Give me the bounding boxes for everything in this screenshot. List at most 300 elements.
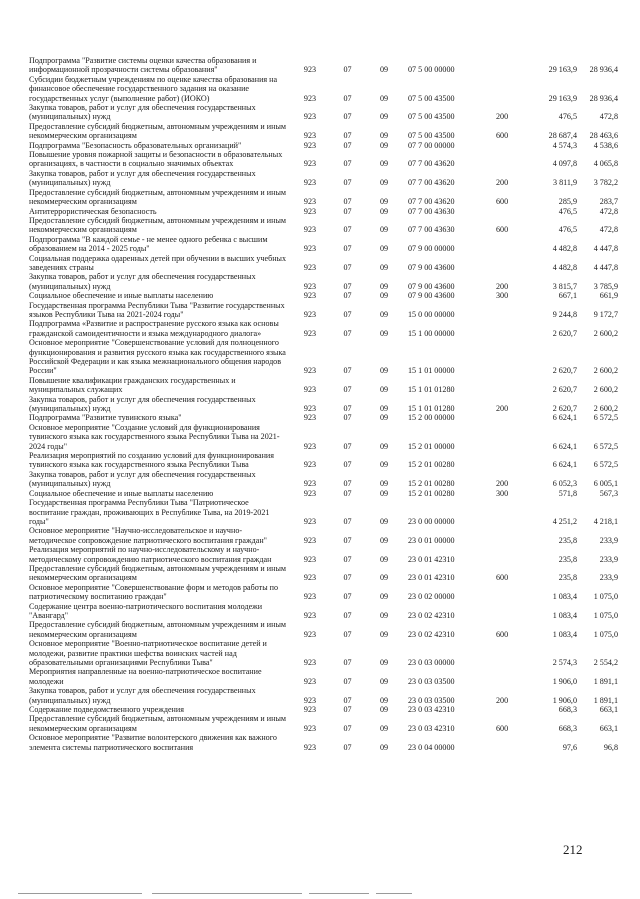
row-admin-code: 923	[303, 516, 317, 526]
row-admin-code: 923	[303, 460, 317, 470]
row-target-code: 07 7 00 43620	[408, 197, 455, 207]
table-row	[29, 103, 618, 122]
row-expense-type: 200	[496, 178, 509, 188]
table-row	[29, 639, 618, 667]
row-admin-code: 923	[303, 629, 317, 639]
row-subsection-code: 09	[379, 460, 389, 470]
row-expense-type	[496, 207, 531, 216]
row-expense-type	[496, 254, 531, 273]
row-amount-1: 29 163,9	[548, 93, 577, 103]
row-subsection-code: 09	[379, 404, 389, 414]
row-target-code: 15 1 01 01280	[408, 385, 455, 395]
row-amount-1: 667,1	[558, 291, 577, 301]
row-amount-2: 2 600,2	[593, 366, 618, 376]
row-target-code: 07 9 00 43600	[408, 281, 455, 291]
row-amount-2: 9 172,7	[593, 309, 618, 319]
row-admin-code: 923	[303, 112, 317, 122]
table-row	[29, 141, 618, 150]
row-target-code: 15 2 00 00000	[408, 413, 455, 423]
row-target-code: 23 0 01 42310	[408, 573, 455, 583]
row-admin-code: 923	[303, 554, 317, 564]
row-amount-2: 6 572,5	[593, 413, 618, 423]
row-name: Антитеррористическая безопасность	[29, 206, 157, 216]
row-amount-2: 4 538,6	[593, 140, 618, 150]
row-subsection-code: 09	[379, 140, 389, 150]
row-expense-type	[496, 376, 531, 395]
row-expense-type	[496, 141, 531, 150]
row-target-code: 15 2 01 00280	[408, 460, 455, 470]
row-admin-code: 923	[303, 705, 317, 715]
row-section-code: 07	[343, 488, 352, 498]
row-name: Государственная программа Республики Тыва "Патриотическое воспитание граждан, проживающих в Республике Тыва, на 2019-2021 годы"	[29, 498, 270, 526]
row-section-code: 07	[343, 592, 352, 602]
row-amount-1: 4 482,8	[552, 262, 577, 272]
row-admin-code: 923	[303, 206, 317, 216]
row-subsection-code: 09	[379, 554, 389, 564]
row-name: Реализация мероприятий по научно-исследовательскому и научно-методическому сопровождению патриотического воспитания граждан	[29, 545, 272, 564]
row-subsection-code: 09	[379, 366, 389, 376]
row-amount-1: 3 815,7	[552, 281, 577, 291]
row-amount-1: 235,8	[558, 554, 577, 564]
table-row	[29, 75, 618, 103]
row-admin-code: 923	[303, 742, 317, 752]
row-admin-code: 923	[303, 140, 317, 150]
row-subsection-code: 09	[379, 629, 389, 639]
row-amount-1: 6 624,1	[552, 460, 577, 470]
row-admin-code: 923	[303, 178, 317, 188]
row-admin-code: 923	[303, 225, 317, 235]
row-section-code: 07	[343, 629, 352, 639]
row-section-code: 07	[343, 742, 352, 752]
row-amount-1: 476,5	[558, 225, 577, 235]
row-admin-code: 923	[303, 413, 317, 423]
row-amount-2: 567,3	[599, 488, 618, 498]
footer-rule	[309, 893, 369, 894]
table-row	[29, 395, 618, 414]
row-subsection-code: 09	[379, 723, 389, 733]
row-subsection-code: 09	[379, 262, 389, 272]
table-row	[29, 272, 618, 291]
table-row	[29, 686, 618, 705]
row-admin-code: 923	[303, 479, 317, 489]
row-name: Социальное обеспечение и иные выплаты населению	[29, 488, 214, 498]
row-name: Содержание подведомственного учреждения	[29, 705, 184, 715]
row-name: Закупка товаров, работ и услуг для обеспечения государственных (муниципальных) нужд	[29, 394, 256, 414]
budget-table	[29, 56, 618, 752]
row-name: Основное мероприятие "Военно-патриотическое воспитание детей и молодежи, развитие практики шефства воинских частей над образовательными организациями Республики Тыва"	[29, 639, 267, 667]
row-section-code: 07	[343, 366, 352, 376]
row-admin-code: 923	[303, 441, 317, 451]
table-row	[29, 291, 618, 300]
row-target-code: 15 2 01 00280	[408, 479, 455, 489]
row-name: Реализация мероприятий по созданию условий для функционирования тувинского языка как государственного языка Республики Тыва	[29, 451, 274, 470]
row-target-code: 15 2 01 00000	[408, 441, 455, 451]
row-amount-1: 2 620,7	[552, 404, 577, 414]
row-amount-2: 4 447,8	[593, 244, 618, 254]
row-target-code: 07 9 00 43600	[408, 291, 455, 301]
row-admin-code: 923	[303, 676, 317, 686]
row-expense-type: 600	[496, 197, 509, 207]
row-expense-type: 600	[496, 225, 509, 235]
row-subsection-code: 09	[379, 413, 389, 423]
row-amount-1: 235,8	[558, 535, 577, 545]
row-target-code: 23 0 04 00000	[408, 742, 455, 752]
row-subsection-code: 09	[379, 676, 389, 686]
row-amount-1: 1 906,0	[552, 676, 577, 686]
table-row	[29, 733, 618, 752]
row-target-code: 23 0 01 42310	[408, 554, 455, 564]
row-amount-1: 29 163,9	[548, 65, 577, 75]
row-section-code: 07	[343, 225, 352, 235]
row-subsection-code: 09	[379, 592, 389, 602]
row-expense-type: 200	[496, 695, 509, 705]
row-section-code: 07	[343, 554, 352, 564]
row-target-code: 23 0 01 00000	[408, 535, 455, 545]
row-amount-2: 2 600,2	[593, 385, 618, 395]
row-target-code: 07 5 00 43500	[408, 112, 455, 122]
row-name: Закупка товаров, работ и услуг для обеспечения государственных (муниципальных) нужд	[29, 168, 256, 188]
row-amount-1: 9 244,8	[552, 309, 577, 319]
table-row	[29, 56, 618, 75]
row-section-code: 07	[343, 178, 352, 188]
row-admin-code: 923	[303, 197, 317, 207]
row-section-code: 07	[343, 328, 352, 338]
row-name: Мероприятия направленные на военно-патриотическое воспитание молодежи	[29, 667, 262, 686]
row-section-code: 07	[343, 723, 352, 733]
row-subsection-code: 09	[379, 159, 389, 169]
row-amount-2: 96,8	[603, 742, 618, 752]
row-section-code: 07	[343, 65, 352, 75]
row-name: Основное мероприятие "Совершенствование форм и методов работы по патриотическому воспитанию граждан"	[29, 582, 279, 602]
row-expense-type	[496, 667, 531, 686]
row-amount-2: 233,9	[599, 573, 618, 583]
row-expense-type: 200	[496, 404, 509, 414]
row-amount-1: 6 624,1	[552, 441, 577, 451]
row-target-code: 23 0 03 00000	[408, 658, 455, 667]
row-amount-2: 663,1	[599, 705, 618, 715]
row-amount-2: 28 936,4	[589, 65, 618, 75]
row-subsection-code: 09	[379, 535, 389, 545]
row-name: Закупка товаров, работ и услуг для обеспечения государственных (муниципальных) нужд	[29, 469, 256, 489]
row-amount-1: 1 083,4	[552, 629, 577, 639]
table-row	[29, 423, 618, 451]
row-amount-1: 668,3	[558, 705, 577, 715]
row-admin-code: 923	[303, 695, 317, 705]
table-row	[29, 470, 618, 489]
row-expense-type: 300	[496, 291, 509, 301]
footer-rule	[152, 893, 302, 894]
budget-table-body	[29, 56, 618, 752]
row-expense-type	[496, 498, 531, 526]
row-amount-2: 4 447,8	[593, 262, 618, 272]
row-section-code: 07	[343, 573, 352, 583]
row-target-code: 07 7 00 43630	[408, 225, 455, 235]
row-expense-type: 200	[496, 281, 509, 291]
row-amount-2: 472,8	[599, 112, 618, 122]
row-expense-type: 600	[496, 629, 509, 639]
row-admin-code: 923	[303, 328, 317, 338]
row-amount-1: 285,9	[558, 197, 577, 207]
row-expense-type	[496, 235, 531, 254]
row-amount-1: 476,5	[558, 206, 577, 216]
row-amount-2: 4 065,8	[593, 159, 618, 169]
row-expense-type	[496, 413, 531, 422]
row-expense-type: 300	[496, 488, 509, 498]
row-amount-2: 472,8	[599, 206, 618, 216]
row-amount-1: 4 482,8	[552, 244, 577, 254]
table-row	[29, 545, 618, 564]
row-subsection-code: 09	[379, 479, 389, 489]
row-target-code: 07 5 00 43500	[408, 131, 455, 141]
row-expense-type	[496, 451, 531, 470]
row-admin-code: 923	[303, 281, 317, 291]
row-target-code: 07 5 00 00000	[408, 65, 455, 75]
row-admin-code: 923	[303, 244, 317, 254]
row-expense-type	[496, 150, 531, 169]
row-section-code: 07	[343, 281, 352, 291]
row-name: Социальное обеспечение и иные выплаты населению	[29, 291, 214, 301]
row-expense-type	[496, 733, 531, 752]
row-amount-1: 1 083,4	[552, 592, 577, 602]
row-expense-type	[496, 545, 531, 564]
row-target-code: 15 1 01 00000	[408, 366, 455, 376]
row-subsection-code: 09	[379, 658, 389, 667]
row-amount-1: 571,8	[558, 488, 577, 498]
row-amount-2: 661,9	[599, 291, 618, 301]
row-section-code: 07	[343, 309, 352, 319]
row-amount-1: 97,6	[562, 742, 577, 752]
row-section-code: 07	[343, 291, 352, 301]
row-subsection-code: 09	[379, 328, 389, 338]
table-row	[29, 319, 618, 338]
table-row	[29, 602, 618, 621]
row-section-code: 07	[343, 262, 352, 272]
row-expense-type	[496, 639, 531, 667]
row-admin-code: 923	[303, 366, 317, 376]
row-subsection-code: 09	[379, 291, 389, 301]
row-subsection-code: 09	[379, 178, 389, 188]
footer-rule	[376, 893, 412, 894]
row-subsection-code: 09	[379, 206, 389, 216]
row-amount-2: 6 572,5	[593, 441, 618, 451]
table-row	[29, 235, 618, 254]
row-name: Субсидии бюджетным учреждениям по оценке качества образования на финансовое обеспечение государственного задания на оказание государственных услуг (выполнение работ) (ИОКО)	[29, 74, 278, 103]
row-section-code: 07	[343, 244, 352, 254]
table-row	[29, 122, 618, 141]
row-target-code: 07 7 00 43620	[408, 178, 455, 188]
row-admin-code: 923	[303, 535, 317, 545]
row-subsection-code: 09	[379, 93, 389, 103]
row-name: Основное мероприятие "Научно-исследовательское и научно-методическое сопровождение патриотического воспитания граждан"	[29, 526, 267, 545]
row-amount-2: 28 936,4	[589, 93, 618, 103]
row-amount-2: 2 600,2	[593, 404, 618, 414]
row-target-code: 07 7 00 43620	[408, 159, 455, 169]
row-subsection-code: 09	[379, 705, 389, 715]
row-amount-2: 233,9	[599, 554, 618, 564]
row-target-code: 23 0 02 00000	[408, 592, 455, 602]
table-row	[29, 705, 618, 714]
page-number: 212	[563, 842, 583, 857]
row-amount-2: 663,1	[599, 723, 618, 733]
row-expense-type: 200	[496, 112, 509, 122]
row-target-code: 15 1 00 00000	[408, 328, 455, 338]
row-amount-1: 235,8	[558, 573, 577, 583]
row-amount-1: 28 687,4	[548, 131, 577, 141]
row-amount-1: 6 624,1	[552, 413, 577, 423]
row-section-code: 07	[343, 441, 352, 451]
row-expense-type	[496, 705, 531, 714]
table-row	[29, 714, 618, 733]
row-expense-type: 600	[496, 723, 509, 733]
row-amount-2: 28 463,6	[589, 131, 618, 141]
row-name: Основное мероприятие "Совершенствование условий для полноценного функционирования и развития русского языка как государственного языка Российской Федерации и как языка межнационального общения народов России"	[29, 338, 286, 376]
row-expense-type	[496, 56, 531, 75]
table-row	[29, 338, 618, 376]
row-expense-type	[496, 526, 531, 545]
row-target-code: 23 0 02 42310	[408, 610, 455, 620]
row-admin-code: 923	[303, 592, 317, 602]
row-section-code: 07	[343, 676, 352, 686]
row-name: Государственная программа Республики Тыва "Развитие государственных языков Республики Тыва на 2021-2024 годы"	[29, 300, 285, 319]
row-admin-code: 923	[303, 573, 317, 583]
row-section-code: 07	[343, 658, 352, 667]
row-amount-2: 472,8	[599, 225, 618, 235]
table-row	[29, 254, 618, 273]
row-amount-1: 3 811,9	[553, 178, 577, 188]
row-admin-code: 923	[303, 93, 317, 103]
footer-rule	[18, 893, 142, 894]
row-amount-2: 3 785,9	[593, 281, 618, 291]
row-subsection-code: 09	[379, 112, 389, 122]
row-target-code: 23 0 03 42310	[408, 705, 455, 715]
row-name: Предоставление субсидий бюджетным, автономным учреждениям и иным некоммерческим организациям	[29, 215, 287, 235]
row-amount-2: 1 075,0	[593, 592, 618, 602]
row-expense-type	[496, 301, 531, 320]
row-admin-code: 923	[303, 723, 317, 733]
row-subsection-code: 09	[379, 516, 389, 526]
row-expense-type	[496, 338, 531, 376]
table-row	[29, 498, 618, 526]
table-row	[29, 526, 618, 545]
row-admin-code: 923	[303, 488, 317, 498]
row-name: Подпрограмма "В каждой семье - не менее одного ребенка с высшим образованием на 2014 - 2025 годы"	[29, 234, 268, 254]
row-amount-2: 6 005,1	[593, 479, 618, 489]
row-amount-2: 3 782,2	[593, 178, 618, 188]
table-row	[29, 620, 618, 639]
row-name: Подпрограмма "Безопасность образовательных организаций"	[29, 140, 242, 150]
row-expense-type	[496, 423, 531, 451]
row-amount-2: 4 218,1	[593, 516, 618, 526]
row-admin-code: 923	[303, 159, 317, 169]
row-section-code: 07	[343, 705, 352, 715]
row-section-code: 07	[343, 93, 352, 103]
row-section-code: 07	[343, 535, 352, 545]
row-amount-1: 4 251,2	[552, 516, 577, 526]
table-row	[29, 451, 618, 470]
row-name: Предоставление субсидий бюджетным, автономным учреждениям и иным некоммерческим организациям	[29, 620, 287, 639]
row-subsection-code: 09	[379, 131, 389, 141]
row-section-code: 07	[343, 112, 352, 122]
row-section-code: 07	[343, 159, 352, 169]
row-amount-2: 1 891,1	[593, 695, 618, 705]
row-amount-2: 1 075,0	[593, 610, 618, 620]
row-admin-code: 923	[303, 262, 317, 272]
row-subsection-code: 09	[379, 309, 389, 319]
row-section-code: 07	[343, 385, 352, 395]
row-section-code: 07	[343, 479, 352, 489]
row-amount-2: 1 891,1	[593, 676, 618, 686]
row-target-code: 15 1 01 01280	[408, 404, 455, 414]
table-row	[29, 207, 618, 216]
row-amount-1: 1 083,4	[552, 610, 577, 620]
row-section-code: 07	[343, 413, 352, 423]
row-amount-1: 668,3	[558, 723, 577, 733]
row-admin-code: 923	[303, 610, 317, 620]
row-target-code: 07 9 00 00000	[408, 244, 455, 254]
table-row	[29, 667, 618, 686]
row-target-code: 07 7 00 00000	[408, 140, 455, 150]
row-target-code: 23 0 03 03500	[408, 695, 455, 705]
table-row	[29, 376, 618, 395]
row-amount-2: 1 075,0	[593, 629, 618, 639]
table-row	[29, 564, 618, 583]
row-target-code: 07 9 00 43600	[408, 262, 455, 272]
row-name: Основное мероприятие "Создание условий для функционирования тувинского языка как государственного языка Республики Тыва на 2021-2024 годы"	[29, 422, 280, 451]
row-section-code: 07	[343, 140, 352, 150]
row-section-code: 07	[343, 695, 352, 705]
row-admin-code: 923	[303, 131, 317, 141]
row-name: Предоставление субсидий бюджетным, автономным учреждениям и иным некоммерческим организациям	[29, 563, 287, 583]
table-row	[29, 413, 618, 422]
row-name: Основное мероприятие "Развитие волонтерского движения как важного элемента системы патриотического воспитания	[29, 733, 277, 752]
table-row	[29, 150, 618, 169]
row-expense-type	[496, 319, 531, 338]
row-subsection-code: 09	[379, 225, 389, 235]
row-admin-code: 923	[303, 658, 317, 667]
row-target-code: 23 0 03 03500	[408, 676, 455, 686]
row-section-code: 07	[343, 131, 352, 141]
row-subsection-code: 09	[379, 573, 389, 583]
row-amount-1: 6 052,3	[552, 479, 577, 489]
row-subsection-code: 09	[379, 197, 389, 207]
row-expense-type: 600	[496, 573, 509, 583]
row-subsection-code: 09	[379, 281, 389, 291]
row-expense-type	[496, 602, 531, 621]
row-subsection-code: 09	[379, 695, 389, 705]
row-admin-code: 923	[303, 291, 317, 301]
row-amount-1: 4 097,8	[552, 159, 577, 169]
table-row	[29, 583, 618, 602]
row-section-code: 07	[343, 460, 352, 470]
row-name: Повышение квалификации гражданских государственных и муниципальных служащих	[29, 375, 236, 395]
row-amount-1: 476,5	[558, 112, 577, 122]
row-name: Предоставление субсидий бюджетным, автономным учреждениям и иным некоммерческим организациям	[29, 121, 287, 141]
row-admin-code: 923	[303, 404, 317, 414]
row-admin-code: 923	[303, 65, 317, 75]
row-subsection-code: 09	[379, 385, 389, 395]
row-section-code: 07	[343, 404, 352, 414]
row-target-code: 07 7 00 43630	[408, 206, 455, 216]
row-subsection-code: 09	[379, 244, 389, 254]
row-amount-1: 4 574,3	[552, 140, 577, 150]
row-admin-code: 923	[303, 309, 317, 319]
row-section-code: 07	[343, 206, 352, 216]
row-amount-2: 283,7	[599, 197, 618, 207]
row-amount-2: 2 554,2	[593, 658, 618, 667]
row-subsection-code: 09	[379, 441, 389, 451]
row-expense-type	[496, 583, 531, 602]
table-row	[29, 169, 618, 188]
